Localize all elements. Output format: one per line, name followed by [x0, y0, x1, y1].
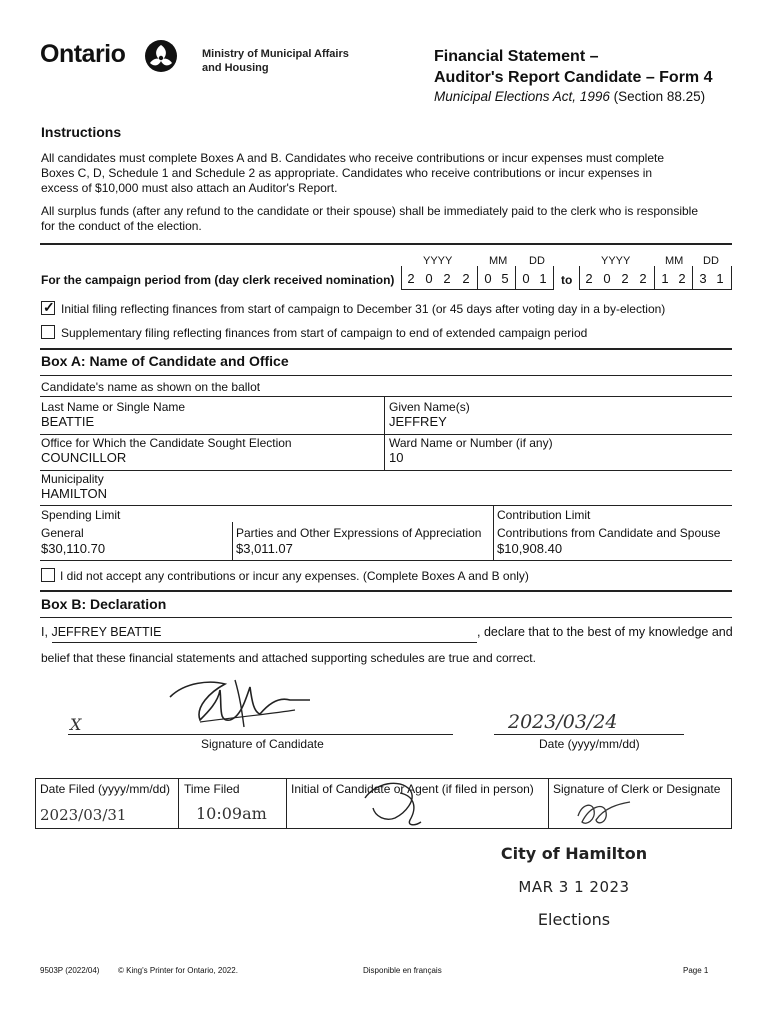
- ministry-line-1: Ministry of Municipal Affairs: [202, 48, 349, 60]
- from-header-dd: DD: [529, 255, 545, 267]
- para1-line-1: All candidates must complete Boxes A and B. Candidates who receive contributions or incur expenses must complete: [41, 151, 664, 165]
- contrib-cand-label: Contributions from Candidate and Spouse: [497, 526, 721, 540]
- divider: [40, 470, 732, 471]
- parties-value: $3,011.07: [236, 541, 293, 556]
- municipality-value: HAMILTON: [41, 486, 107, 501]
- form-code: 9503P (2022/04): [40, 966, 100, 975]
- date-filed-value: 2023/03/31: [40, 806, 127, 824]
- to-digit: 2: [678, 271, 686, 286]
- date-filed-label: Date Filed (yyyy/mm/dd): [40, 782, 171, 796]
- from-header-mm: MM: [489, 255, 508, 267]
- to-digit: 3: [699, 271, 707, 286]
- date-line: [494, 734, 684, 735]
- divider: [40, 590, 732, 592]
- clerk-signature-label: Signature of Clerk or Designate: [553, 782, 721, 796]
- check-icon: ✓: [43, 299, 55, 315]
- to-digit: 2: [639, 271, 647, 286]
- decl-name: JEFFREY BEATTIE: [51, 625, 162, 639]
- ward-label: Ward Name or Number (if any): [389, 436, 553, 450]
- instructions-para-2: [41, 204, 741, 234]
- title-line-1: Financial Statement –: [434, 48, 599, 65]
- divider: [384, 396, 385, 434]
- date-box-border: [731, 266, 732, 290]
- para1-line-2: Boxes C, D, Schedule 1 and Schedule 2 as appropriate. Candidates who receive contributions or incur expenses in: [41, 166, 653, 180]
- initial-signature-image: [355, 778, 435, 828]
- from-digit: 5: [501, 271, 509, 286]
- to-header-yyyy: YYYY: [601, 255, 631, 267]
- from-digit: 0: [484, 271, 492, 286]
- box-a-heading: Box A: Name of Candidate and Office: [41, 353, 289, 369]
- ballot-name-label: Candidate's name as shown on the ballot: [41, 380, 261, 394]
- divider: [40, 243, 732, 245]
- ministry-line-2: and Housing: [202, 62, 269, 74]
- para2-line-1: All surplus funds (after any refund to the candidate or their spouse) shall be immediately paid to the clerk who is responsible: [41, 204, 699, 218]
- copyright: © King's Printer for Ontario, 2022.: [118, 966, 238, 975]
- declaration-line-2: belief that these financial statements and attached supporting schedules are true and correct.: [41, 651, 536, 665]
- signature-line: [68, 734, 453, 735]
- office-label: Office for Which the Candidate Sought Election: [41, 436, 292, 450]
- french-available: Disponible en français: [363, 966, 442, 975]
- from-header-yyyy: YYYY: [423, 255, 453, 267]
- divider: [384, 434, 385, 470]
- to-digit: 1: [661, 271, 669, 286]
- spending-limit-label: Spending Limit: [41, 508, 121, 522]
- form-title: [434, 46, 713, 106]
- ministry-name: [202, 47, 349, 75]
- initial-filing-label: Initial filing reflecting finances from start of campaign to December 31 (or 45 days after voting day in a by-election): [61, 302, 666, 316]
- no-contributions-checkbox[interactable]: [41, 568, 55, 582]
- stamp-line-1: City of Hamilton: [500, 844, 648, 863]
- no-contributions-label: I did not accept any contributions or incur any expenses. (Complete Boxes A and B only): [60, 569, 529, 583]
- divider: [40, 375, 732, 376]
- candidate-signature-image: [140, 672, 340, 732]
- initial-label: Initial of Candidate or Agent (if filed in person): [291, 782, 534, 796]
- contrib-cand-value: $10,908.40: [497, 541, 563, 556]
- divider: [493, 505, 494, 560]
- signature-date-value: 2023/03/24: [508, 711, 618, 733]
- divider: [35, 778, 36, 828]
- divider: [40, 505, 732, 506]
- para1-line-3: excess of $10,000 must also attach an Auditor's Report.: [41, 181, 338, 195]
- box-b-heading: Box B: Declaration: [41, 596, 167, 612]
- act-section: (Section 88.25): [613, 89, 706, 104]
- act-reference: [434, 88, 713, 106]
- from-digit: 0: [522, 271, 530, 286]
- divider: [40, 560, 732, 561]
- to-digit: 2: [621, 271, 629, 286]
- stamp-line-2: MAR 3 1 2023: [518, 878, 630, 896]
- date-box-border: [477, 266, 478, 290]
- decl-prefix: I,: [41, 625, 48, 639]
- received-stamp: [494, 843, 654, 931]
- divider: [178, 778, 179, 828]
- initial-filing-checkbox[interactable]: [41, 301, 55, 315]
- act-name: Municipal Elections Act, 1996: [434, 89, 610, 104]
- office-value: COUNCILLOR: [41, 450, 127, 465]
- time-filed-value: 10:09am: [196, 804, 267, 823]
- sig-x-mark: X: [70, 715, 82, 734]
- contribution-limit-label: Contribution Limit: [497, 508, 591, 522]
- divider: [40, 348, 732, 350]
- divider: [40, 617, 732, 618]
- from-digit: 1: [539, 271, 547, 286]
- time-filed-label: Time Filed: [184, 782, 240, 796]
- general-label: General: [41, 526, 84, 540]
- name-underline: [52, 642, 477, 643]
- from-digit: 2: [443, 271, 451, 286]
- signature-label: Signature of Candidate: [201, 737, 324, 751]
- stamp-line-3: Elections: [537, 910, 611, 929]
- parties-label: Parties and Other Expressions of Appreciation: [236, 526, 482, 540]
- given-name-value: JEFFREY: [389, 414, 447, 429]
- declaration-line-1: [41, 625, 161, 639]
- instructions-para-1: [41, 151, 741, 196]
- divider: [286, 778, 287, 828]
- municipality-label: Municipality: [41, 472, 104, 486]
- last-name-value: BEATTIE: [41, 414, 95, 429]
- from-digit: 2: [462, 271, 470, 286]
- decl-suffix: , declare that to the best of my knowledge and: [477, 625, 733, 639]
- date-label: Date (yyyy/mm/dd): [539, 737, 640, 751]
- from-digit: 0: [425, 271, 433, 286]
- general-value: $30,110.70: [41, 541, 106, 556]
- to-label: to: [561, 273, 573, 287]
- divider: [40, 396, 732, 397]
- period-label: For the campaign period from (day clerk received nomination): [41, 273, 395, 287]
- last-name-label: Last Name or Single Name: [41, 400, 186, 414]
- date-box-border: [654, 266, 655, 290]
- title-line-2: Auditor's Report Candidate – Form 4: [434, 69, 713, 86]
- supplementary-filing-checkbox[interactable]: [41, 325, 55, 339]
- to-digit: 0: [603, 271, 611, 286]
- logo-wordmark: Ontario: [40, 40, 126, 68]
- given-name-label: Given Name(s): [389, 400, 470, 414]
- date-box-border: [579, 266, 580, 290]
- divider: [548, 778, 549, 828]
- instructions-heading: Instructions: [41, 124, 122, 140]
- page-number: Page 1: [683, 966, 709, 975]
- divider: [731, 778, 732, 828]
- date-box-border: [401, 266, 402, 290]
- para2-line-2: for the conduct of the election.: [41, 219, 202, 233]
- to-digit: 1: [716, 271, 724, 286]
- date-box-border: [579, 289, 731, 290]
- date-box-border: [553, 266, 554, 290]
- ward-value: 10: [389, 450, 404, 465]
- date-box-border: [692, 266, 693, 290]
- date-box-border: [401, 289, 553, 290]
- clerk-signature-image: [570, 796, 640, 830]
- supplementary-filing-label: Supplementary filing reflecting finances from start of campaign to end of extended campaign period: [61, 326, 588, 340]
- divider: [232, 522, 233, 560]
- trillium-icon: [144, 39, 178, 73]
- to-header-mm: MM: [665, 255, 684, 267]
- to-digit: 2: [585, 271, 593, 286]
- from-digit: 2: [407, 271, 415, 286]
- to-header-dd: DD: [703, 255, 719, 267]
- date-box-border: [515, 266, 516, 290]
- divider: [40, 434, 732, 435]
